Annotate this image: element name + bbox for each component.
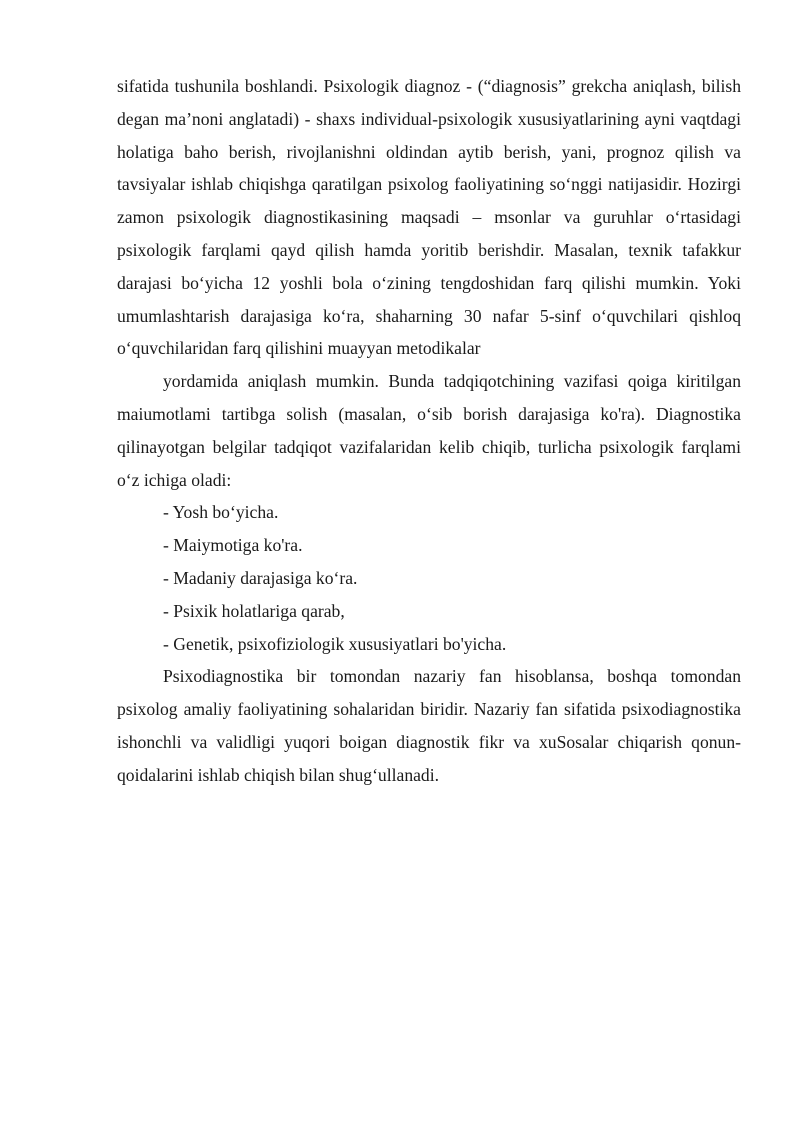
document-body [117, 70, 741, 792]
list-item: - Madaniy darajasiga ko‘ra. [163, 567, 358, 588]
paragraph-diagnostics-task: yordamida aniqlash mumkin. Bunda tadqiqotchining vazifasi qoiga kiritilgan maiumotlami tartibga solish (masalan, o‘sib borish darajasiga ko'ra). Diagnostika qilinayotgan belgilar tadqiqot vazifalaridan kelib chiqib, turlicha psixologik farqlami o‘z ichiga oladi: [117, 371, 741, 490]
list-item: - Maiymotiga ko'ra. [163, 535, 303, 556]
differences-list [117, 496, 741, 660]
paragraph-psychodiagnostics-theory: Psixodiagnostika bir tomondan nazariy fan hisoblansa, boshqa tomondan psixolog amaliy faoliyatining sohalaridan biridir. Nazariy fan sifatida psixodiagnostika ishonchli va validligi yuqori boigan diagnostik fikr va xuSosalar chiqarish qonun-qoidalarini ishlab chiqish bilan shug‘ullanadi. [117, 666, 741, 785]
list-item: - Genetik, psixofiziologik xususiyatlari bo'yicha. [163, 633, 507, 654]
list-item: - Psixik holatlariga qarab, [163, 600, 345, 621]
list-item: - Yosh bo‘yicha. [163, 502, 279, 523]
paragraph-diagnosis-definition: sifatida tushunila boshlandi. Psixologik diagnoz - (“diagnosis” grekcha aniqlash, bilish degan ma’noni anglatadi) - shaxs individual-psixologik xususiyatlarining ayni vaqtdagi holatiga baho berish, rivojlanishni oldindan aytib berish, yani, prognoz qilish va tavsiyalar ishlab chiqishga qaratilgan psixolog faoliyatining so‘nggi natijasidir. Hozirgi zamon psixologik diagnostikasining maqsadi – msonlar va guruhlar o‘rtasidagi psixologik farqlami qayd qilish hamda yoritib berishdir. Masalan, texnik tafakkur darajasi bo‘yicha 12 yoshli bola o‘zining tengdoshidan farq qilishi mumkin. Yoki umumlashtarish darajasiga ko‘ra, shaharning 30 nafar 5-sinf o‘quvchilari qishloq o‘quvchilaridan farq qilishini muayyan metodikalar [117, 76, 741, 359]
